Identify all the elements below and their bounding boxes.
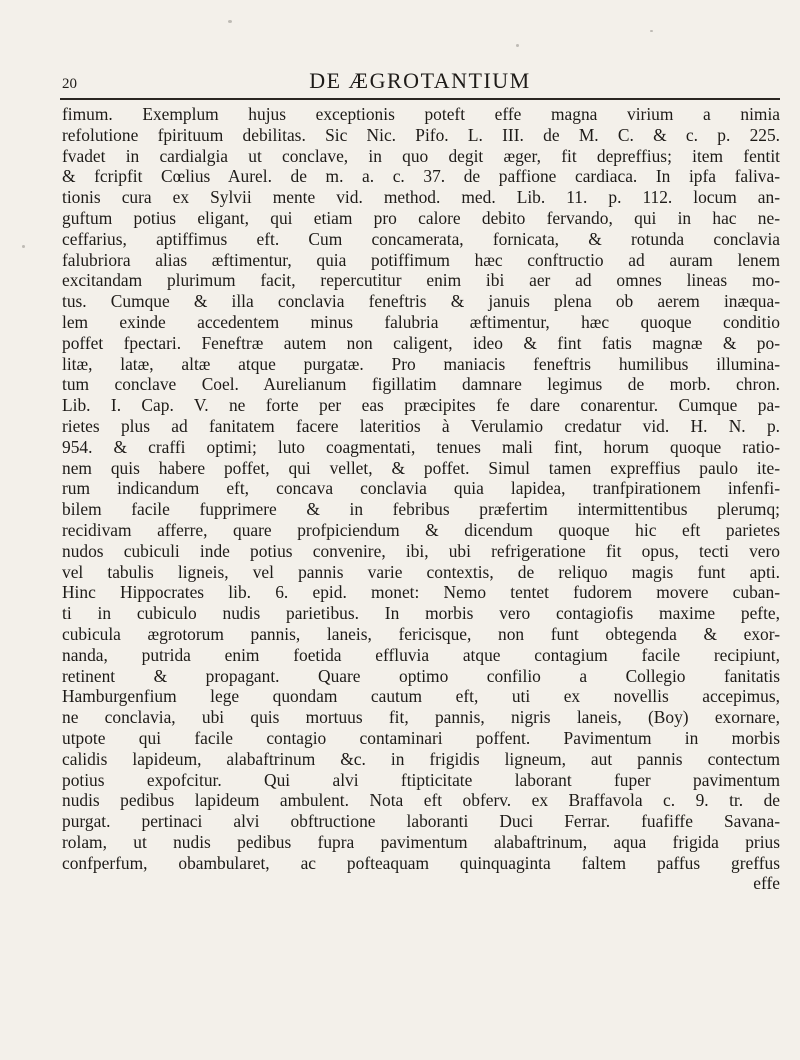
text-line: nanda, putrida enim foetida effluvia atque contagium facile recipiunt, [62, 644, 780, 665]
text-line: guftum potius eligant, qui etiam pro calore debito fervando, qui in hac ne- [62, 207, 780, 228]
text-line: purgat. pertinaci alvi obftructione laboranti Duci Ferrar. fuafiffe Savana- [62, 811, 780, 832]
body-text [62, 104, 780, 894]
text-line: lem exinde accedentem minus falubria æftimentur, hæc quoque conditio [62, 311, 780, 332]
header-rule [60, 98, 780, 100]
text-line: cubicula ægrotorum pannis, laneis, fericisque, non funt obtegenda & exor- [62, 623, 780, 644]
text-line: ti in cubiculo nudis parietibus. In morbis vero contagiofis maxime pefte, [62, 603, 780, 624]
text-line: tionis cura ex Sylvii mente vid. method. med. Lib. 11. p. 112. locum an- [62, 187, 780, 208]
paper-speck [650, 30, 653, 32]
text-line: utpote qui facile contagio contaminari poffent. Pavimentum in morbis [62, 727, 780, 748]
text-line: excitandam plurimum facit, repercutitur enim ibi aer ad omnes lineas mo- [62, 270, 780, 291]
catchword: effe [753, 873, 780, 894]
paper-speck [516, 44, 519, 47]
paper-speck [228, 20, 232, 23]
text-line: & fcripfit Cœlius Aurel. de m. a. c. 37. de paffione cardiaca. In ipfa faliva- [62, 166, 780, 187]
text-line: 954. & craffi optimi; luto coagmentati, tenues mali fint, horum quoque ratio- [62, 436, 780, 457]
text-line: refolutione fpirituum debilitas. Sic Nic. Pifo. L. III. de M. C. & c. p. 225. [62, 124, 780, 145]
text-line: Lib. I. Cap. V. ne forte per eas præcipites fe dare conarentur. Cumque pa- [62, 395, 780, 416]
text-line: ne conclavia, ubi quis mortuus fit, pannis, nigris laneis, (Boy) exornare, [62, 707, 780, 728]
text-line: rum indicandum eft, concava conclavia quia lapidea, tranfpirationem infenfi- [62, 478, 780, 499]
page-header [60, 66, 780, 96]
text-line: potius expofcitur. Qui alvi ftipticitate laborant fuper pavimentum [62, 769, 780, 790]
text-line: bilem facile fupprimere & in febribus præfertim intermittentibus plerumq; [62, 499, 780, 520]
text-line: fvadet in cardialgia ut conclave, in quo degit æger, fit depreffius; item fentit [62, 145, 780, 166]
paper-speck [22, 245, 25, 248]
text-line: tum conclave Coel. Aurelianum figillatim damnare legimus de morb. chron. [62, 374, 780, 395]
text-line: Hinc Hippocrates lib. 6. epid. monet: Nemo tentet fudorem movere cuban- [62, 582, 780, 603]
text-line: rietes plus ad fanitatem facere lateritios à Verulamio credatur vid. H. N. p. [62, 415, 780, 436]
text-line: falubriora alias æftimentur, quia potiffimum hæc conftructio ad auram lenem [62, 249, 780, 270]
text-line: tus. Cumque & illa conclavia feneftris & januis plena ob aerem inæqua- [62, 291, 780, 312]
text-line: vel tabulis ligneis, vel pannis varie contextis, de reliquo magis funt apti. [62, 561, 780, 582]
text-line: litæ, latæ, altæ atque purgatæ. Pro maniacis feneftris humilibus illumina- [62, 353, 780, 374]
page-number: 20 [62, 76, 77, 92]
text-line: nudos cubiculi inde potius convenire, ibi, ubi refrigeratione fit opus, tecti vero [62, 540, 780, 561]
text-line: recidivam afferre, quare profpiciendum & dicendum quoque hic eft parietes [62, 519, 780, 540]
text-line: Hamburgenfium lege quondam cautum eft, uti ex novellis accepimus, [62, 686, 780, 707]
text-line: ceffarius, aptiffimus eft. Cum concamerata, fornicata, & rotunda conclavia [62, 228, 780, 249]
text-line: fimum. Exemplum hujus exceptionis poteft effe magna virium a nimia [62, 104, 780, 124]
text-line: rolam, ut nudis pedibus fupra pavimentum alabaftrinum, aqua frigida prius [62, 831, 780, 852]
running-head: DE ÆGROTANTIUM [309, 68, 531, 93]
text-line: nem quis habere poffet, qui vellet, & poffet. Simul tamen expreffius paulo ite- [62, 457, 780, 478]
text-line: retinent & propagant. Quare optimo confilio a Collegio fanitatis [62, 665, 780, 686]
text-line: confperfum, obambularet, ac pofteaquam quinquaginta faltem paffus greffus [62, 852, 780, 873]
text-line: nudis pedibus lapideum ambulent. Nota eft obferv. ex Braffavola c. 9. tr. de [62, 790, 780, 811]
text-line: poffet fpectari. Feneftræ autem non caligent, ideo & fint fatis magnæ & po- [62, 332, 780, 353]
text-line: calidis lapideum, alabaftrinum &c. in frigidis ligneum, aut pannis contectum [62, 748, 780, 769]
